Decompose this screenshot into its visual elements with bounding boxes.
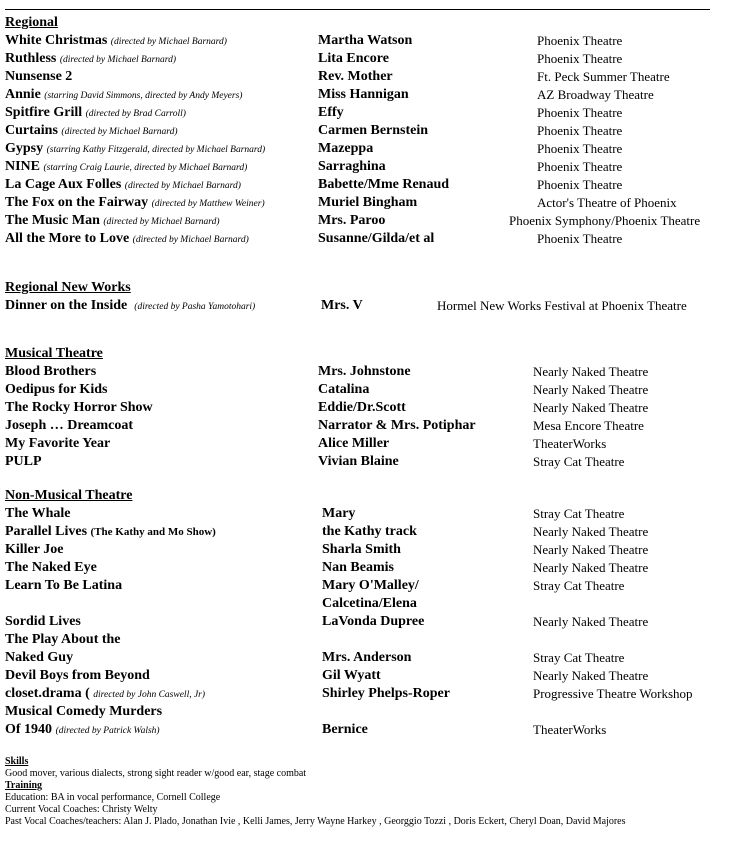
current-coaches-text: Current Vocal Coaches: Christy Welty	[5, 804, 158, 815]
show-title: Dinner on the Inside (directed by Pasha Yamotohari)	[5, 298, 256, 313]
show-title: The Whale	[5, 506, 71, 521]
venue: Nearly Naked Theatre	[533, 382, 649, 397]
list-item	[0, 104, 747, 122]
role: LaVonda Dupree	[322, 614, 425, 629]
show-title: Gypsy (starring Kathy Fitzgerald, directed by Michael Barnard)	[5, 141, 266, 156]
show-note: directed by John Caswell, Jr)	[93, 690, 206, 700]
show-note: (The Kathy and Mo Show)	[90, 526, 216, 538]
show-title: closet.drama ( directed by John Caswell, Jr)	[5, 686, 206, 701]
show-note: (directed by Brad Carroll)	[85, 109, 186, 119]
venue: AZ Broadway Theatre	[537, 87, 654, 102]
venue: Progressive Theatre Workshop	[533, 686, 693, 701]
show-title: The Music Man (directed by Michael Barnard)	[5, 213, 220, 228]
list-item	[0, 297, 747, 315]
venue: Phoenix Theatre	[537, 105, 623, 120]
training-heading: Training	[5, 780, 43, 791]
venue: Nearly Naked Theatre	[533, 542, 649, 557]
list-item	[0, 435, 747, 453]
role: Mary O'Malley/	[322, 578, 419, 593]
show-title: Sordid Lives	[5, 614, 81, 629]
role: Effy	[318, 105, 344, 120]
role: Lita Encore	[318, 51, 389, 66]
show-title: Blood Brothers	[5, 364, 97, 379]
venue: Phoenix Theatre	[537, 141, 623, 156]
venue: TheaterWorks	[533, 722, 607, 737]
role: Mary	[322, 506, 356, 521]
show-title: Devil Boys from Beyond	[5, 668, 150, 683]
show-note: (directed by Michael Barnard)	[103, 217, 220, 227]
role: Calcetina/Elena	[322, 596, 417, 611]
venue: Actor's Theatre of Phoenix	[537, 195, 677, 210]
list-item	[0, 399, 747, 417]
show-note: (directed by Michael Barnard)	[61, 127, 178, 137]
venue: Mesa Encore Theatre	[533, 418, 644, 433]
show-title: The Fox on the Fairway (directed by Matthew Weiner)	[5, 195, 265, 210]
section-heading-musical-theatre: Musical Theatre	[5, 346, 103, 361]
list-item	[0, 194, 747, 212]
role: Sharla Smith	[322, 542, 401, 557]
show-note: (directed by Michael Barnard)	[110, 37, 227, 47]
show-title: Joseph … Dreamcoat	[5, 418, 134, 433]
list-item	[0, 505, 747, 523]
venue: Nearly Naked Theatre	[533, 364, 649, 379]
show-title: PULP	[5, 454, 42, 469]
list-item	[0, 417, 747, 435]
venue: Phoenix Theatre	[537, 231, 623, 246]
show-note: (directed by Pasha Yamotohari)	[134, 302, 256, 312]
show-title: Oedipus for Kids	[5, 382, 108, 397]
role: Catalina	[318, 382, 370, 397]
venue: Phoenix Theatre	[537, 177, 623, 192]
show-title: NINE (starring Craig Laurie, directed by Michael Barnard)	[5, 159, 248, 174]
list-item	[0, 68, 747, 86]
role: Narrator & Mrs. Potiphar	[318, 418, 476, 433]
venue: Phoenix Theatre	[537, 123, 623, 138]
show-title: The Naked Eye	[5, 560, 97, 575]
venue: Nearly Naked Theatre	[533, 400, 649, 415]
venue: Stray Cat Theatre	[533, 506, 625, 521]
list-item	[0, 721, 747, 739]
role: Mrs. V	[321, 298, 363, 313]
venue: Phoenix Theatre	[537, 159, 623, 174]
list-item	[0, 212, 747, 230]
list-item	[0, 122, 747, 140]
list-item	[0, 381, 747, 399]
skills-text: Good mover, various dialects, strong sight reader w/good ear, stage combat	[5, 768, 307, 779]
role: Gil Wyatt	[322, 668, 381, 683]
role: Vivian Blaine	[318, 454, 399, 469]
show-title: The Play About the	[5, 632, 121, 647]
venue: Nearly Naked Theatre	[533, 524, 649, 539]
list-item	[0, 363, 747, 381]
list-item	[0, 667, 747, 685]
show-title: Naked Guy	[5, 650, 74, 665]
role: Martha Watson	[318, 33, 413, 48]
role: Susanne/Gilda/et al	[318, 231, 435, 246]
show-note: (directed by Patrick Walsh)	[55, 726, 160, 736]
venue: Nearly Naked Theatre	[533, 614, 649, 629]
list-item	[0, 140, 747, 158]
show-title: La Cage Aux Folles (directed by Michael Barnard)	[5, 177, 241, 192]
show-title: Ruthless (directed by Michael Barnard)	[5, 51, 177, 66]
show-title: Learn To Be Latina	[5, 578, 123, 593]
venue: Phoenix Theatre	[537, 33, 623, 48]
show-note: (directed by Michael Barnard)	[124, 181, 241, 191]
role: Nan Beamis	[322, 560, 394, 575]
role: Bernice	[322, 722, 368, 737]
list-item	[0, 541, 747, 559]
venue: Nearly Naked Theatre	[533, 560, 649, 575]
list-item	[0, 649, 747, 667]
venue: Phoenix Theatre	[537, 51, 623, 66]
venue: Ft. Peck Summer Theatre	[537, 69, 670, 84]
list-item	[0, 523, 747, 541]
list-item	[0, 50, 747, 68]
role: Miss Hannigan	[318, 87, 409, 102]
show-title: Spitfire Grill (directed by Brad Carroll)	[5, 105, 186, 120]
role: Babette/Mme Renaud	[318, 177, 450, 192]
top-rule	[5, 9, 710, 10]
venue: Stray Cat Theatre	[533, 454, 625, 469]
list-item	[0, 577, 747, 595]
show-title: Parallel Lives (The Kathy and Mo Show)	[5, 524, 216, 539]
role: Mrs. Anderson	[322, 650, 412, 665]
show-title: All the More to Love (directed by Michael Barnard)	[5, 231, 249, 246]
list-item	[0, 453, 747, 471]
skills-heading: Skills	[5, 756, 29, 767]
role: Mazeppa	[318, 141, 374, 156]
show-note: (starring Kathy Fitzgerald, directed by Michael Barnard)	[46, 145, 266, 155]
list-item	[0, 685, 747, 703]
venue: Stray Cat Theatre	[533, 578, 625, 593]
past-coaches-text: Past Vocal Coaches/teachers: Alan J. Plado, Jonathan Ivie , Kelli James, Jerry Wayne Harkey , Georggio Tozzi , Doris Eckert, Cheryl Doan, David Majores	[5, 816, 626, 827]
role: Sarraghina	[318, 159, 386, 174]
list-item	[0, 703, 747, 721]
role: Carmen Bernstein	[318, 123, 429, 138]
show-title: Curtains (directed by Michael Barnard)	[5, 123, 178, 138]
role: Shirley Phelps-Roper	[322, 686, 450, 701]
venue: Hormel New Works Festival at Phoenix Theatre	[437, 298, 687, 313]
list-item	[0, 158, 747, 176]
show-note: (starring Craig Laurie, directed by Michael Barnard)	[43, 163, 248, 173]
list-item	[0, 595, 747, 613]
list-item	[0, 176, 747, 194]
show-note: (starring David Simmons, directed by Andy Meyers)	[44, 91, 243, 101]
education-text: Education: BA in vocal performance, Cornell College	[5, 792, 221, 803]
show-title: Musical Comedy Murders	[5, 704, 163, 719]
list-item	[0, 230, 747, 248]
show-title: Killer Joe	[5, 542, 64, 557]
show-title: Annie (starring David Simmons, directed by Andy Meyers)	[5, 87, 243, 102]
venue: Stray Cat Theatre	[533, 650, 625, 665]
venue: Nearly Naked Theatre	[533, 668, 649, 683]
section-heading-regional-new-works: Regional New Works	[5, 280, 131, 295]
list-item	[0, 613, 747, 631]
list-item	[0, 86, 747, 104]
section-heading-non-musical-theatre: Non-Musical Theatre	[5, 488, 133, 503]
role: Rev. Mother	[318, 69, 393, 84]
role: Eddie/Dr.Scott	[318, 400, 406, 415]
list-item	[0, 559, 747, 577]
role: Mrs. Johnstone	[318, 364, 411, 379]
show-title: My Favorite Year	[5, 436, 111, 451]
show-title: Of 1940 (directed by Patrick Walsh)	[5, 722, 160, 737]
show-note: (directed by Matthew Weiner)	[151, 199, 265, 209]
role: Mrs. Paroo	[318, 213, 386, 228]
show-title: White Christmas (directed by Michael Barnard)	[5, 33, 227, 48]
role: Alice Miller	[318, 436, 390, 451]
role: Muriel Bingham	[318, 195, 418, 210]
role: the Kathy track	[322, 524, 417, 539]
list-item	[0, 32, 747, 50]
show-note: (directed by Michael Barnard)	[132, 235, 249, 245]
show-note: (directed by Michael Barnard)	[59, 55, 177, 65]
section-heading-regional: Regional	[5, 15, 58, 30]
venue: Phoenix Symphony/Phoenix Theatre	[509, 213, 701, 228]
list-item	[0, 631, 747, 649]
show-title: The Rocky Horror Show	[5, 400, 153, 415]
show-title: Nunsense 2	[5, 69, 73, 84]
venue: TheaterWorks	[533, 436, 607, 451]
